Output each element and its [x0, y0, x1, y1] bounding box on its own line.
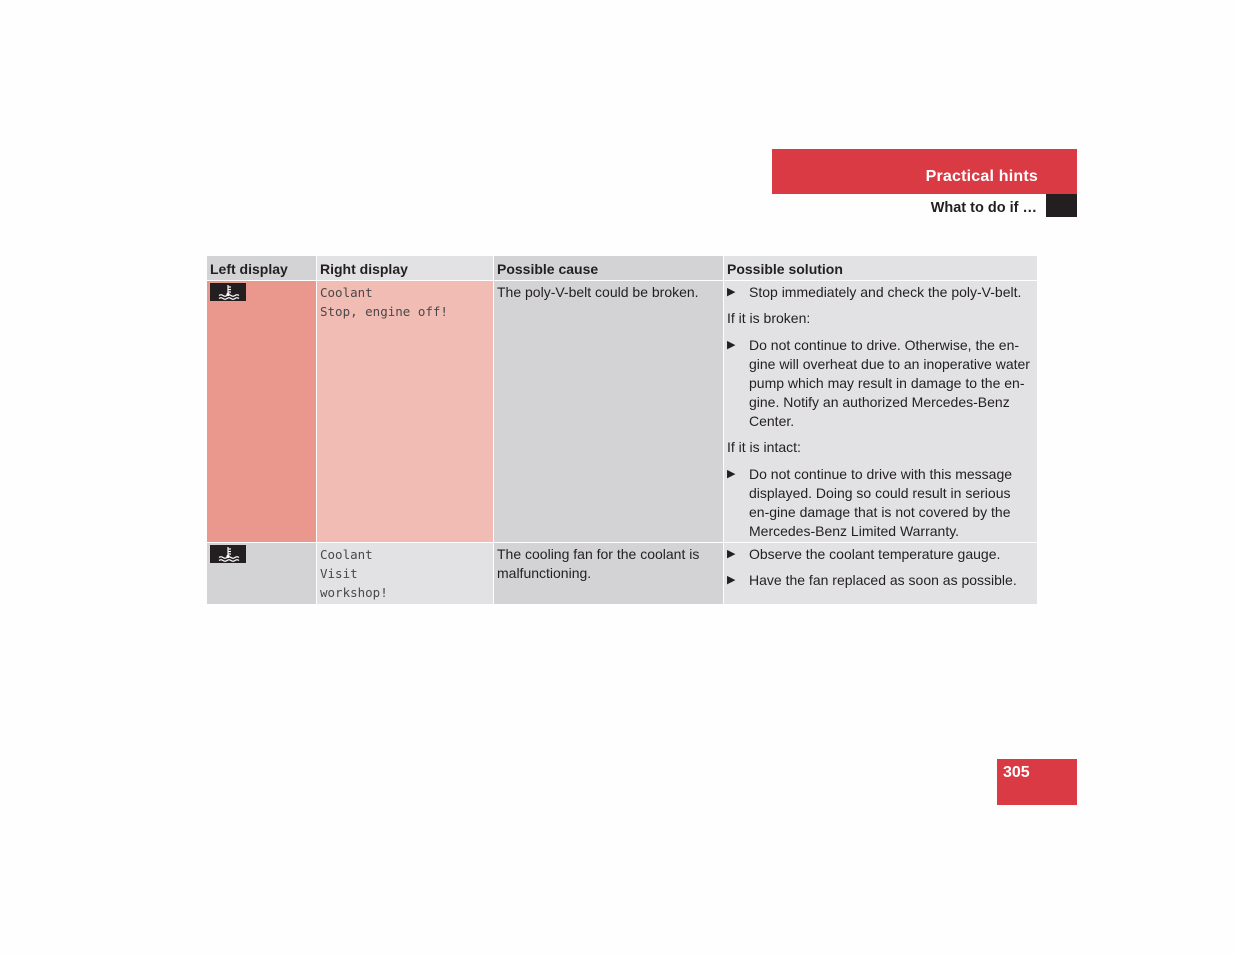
message-table [207, 256, 1037, 604]
solution-step-text: Stop immediately and check the poly-V-belt. [749, 284, 1022, 300]
table-row [207, 543, 1037, 604]
bullet-arrow-icon: ▶ [727, 339, 736, 351]
bullet-arrow-icon: ▶ [727, 468, 736, 480]
bullet-arrow-icon: ▶ [727, 574, 736, 586]
solution-step [727, 571, 1034, 590]
subsection-header [772, 194, 1077, 217]
column-header-possible-solution: Possible solution [724, 256, 1037, 280]
column-header-left-display: Left display [207, 256, 316, 280]
right-display-message: Coolant Stop, engine off! [317, 281, 493, 542]
solution-step [727, 336, 1034, 431]
subsection-title: What to do if … [930, 200, 1037, 216]
coolant-temperature-icon [210, 545, 246, 563]
possible-solution [724, 281, 1037, 542]
solution-step-text: Do not continue to drive with this message displayed. Doing so could result in serious en-gine damage that is not covered by the Mercedes-Benz Limited Warranty. [749, 466, 1013, 539]
left-display-cell [207, 281, 316, 542]
column-header-right-display: Right display [317, 256, 493, 280]
right-display-message: Coolant Visit workshop! [317, 543, 493, 604]
solution-step [727, 283, 1034, 302]
section-header-bar [772, 149, 1077, 194]
column-header-possible-cause: Possible cause [494, 256, 723, 280]
possible-solution [724, 543, 1037, 604]
page-number: 305 [1003, 764, 1030, 781]
coolant-temperature-icon [210, 283, 246, 301]
solution-step [727, 545, 1034, 564]
left-display-cell [207, 543, 316, 604]
subsection-marker [1046, 194, 1077, 217]
solution-step-text: Observe the coolant temperature gauge. [749, 546, 1001, 562]
table-header-row [207, 256, 1037, 280]
solution-condition: If it is intact: [727, 439, 801, 455]
table-row [207, 281, 1037, 542]
page-number-tab [997, 759, 1077, 805]
bullet-arrow-icon: ▶ [727, 286, 736, 298]
possible-cause: The cooling fan for the coolant is malfunctioning. [494, 543, 723, 604]
solution-condition: If it is broken: [727, 310, 811, 326]
bullet-arrow-icon: ▶ [727, 548, 736, 560]
possible-cause: The poly-V-belt could be broken. [494, 281, 723, 542]
solution-step-text: Do not continue to drive. Otherwise, the en-gine will overheat due to an inoperative water pump which may result in damage to the en-gine. Notify an authorized Mercedes-Benz Center. [749, 337, 1030, 429]
section-title: Practical hints [925, 168, 1038, 185]
solution-step [727, 465, 1034, 541]
solution-step-text: Have the fan replaced as soon as possible. [749, 572, 1017, 588]
